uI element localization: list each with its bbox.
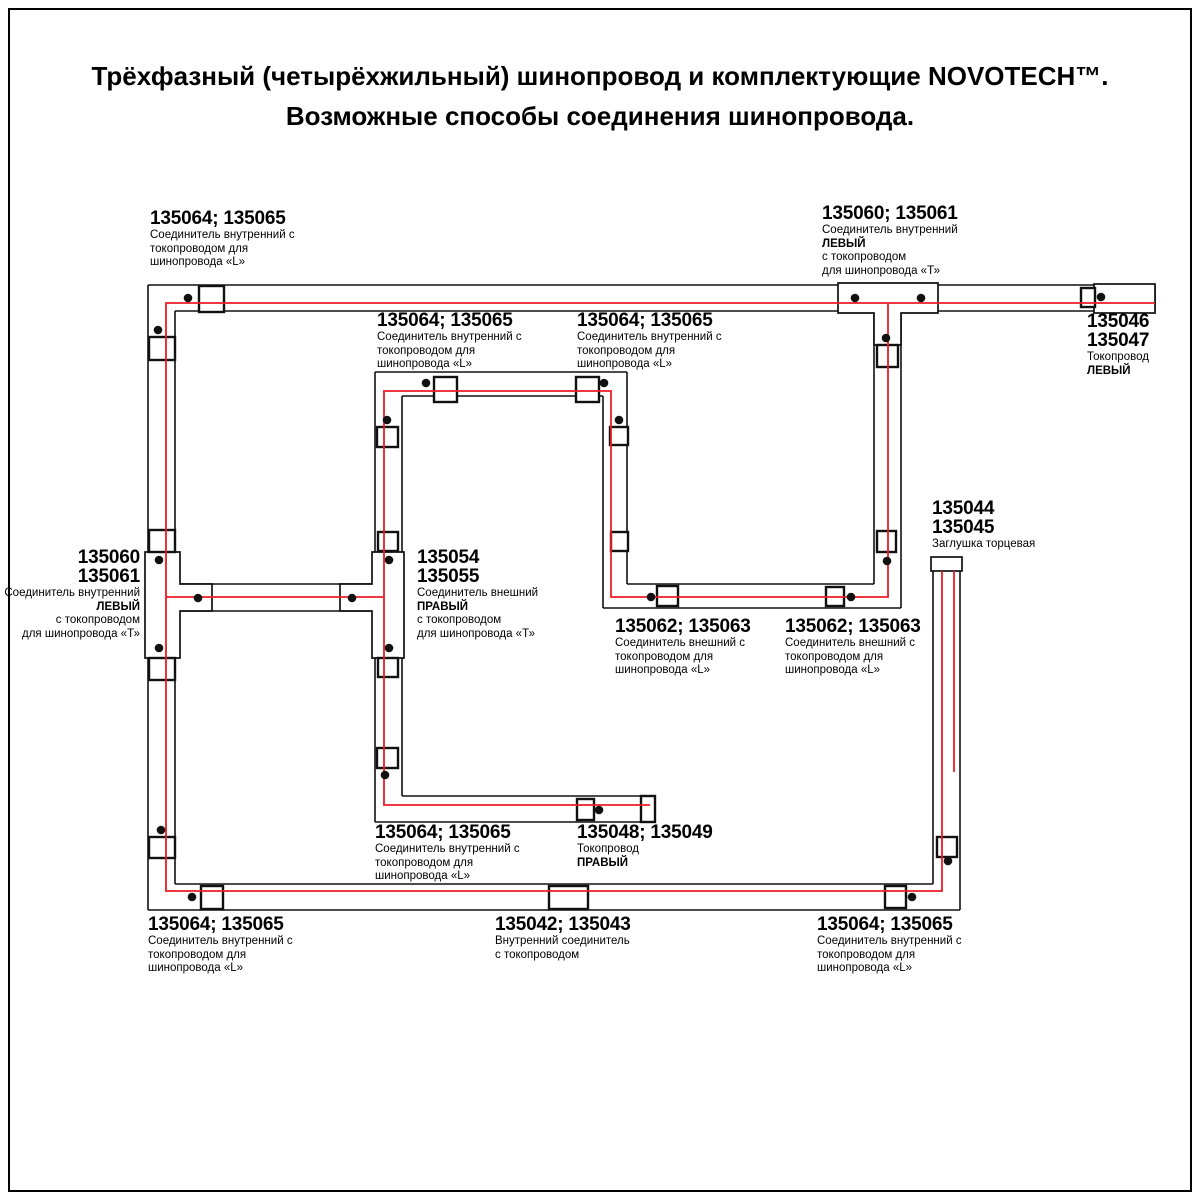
part-desc-line: Соединитель внутренний с <box>375 843 520 855</box>
part-desc-line: для шинопровода «Т» <box>22 627 140 640</box>
part-desc-line: Соединитель внутренний с <box>377 331 522 343</box>
part-desc-line: Соединитель внутренний <box>822 224 958 236</box>
part-label-135064-135065-bottom-mid <box>375 824 520 884</box>
part-desc-line: ПРАВЫЙ <box>577 856 629 869</box>
part-desc-line: шинопровода «L» <box>577 358 673 370</box>
part-desc-line: Токопровод <box>577 843 639 855</box>
part-desc-line: Соединитель внутренний с <box>148 935 293 947</box>
part-number: 135046 <box>1087 311 1150 332</box>
part-number: 135062; 135063 <box>785 616 921 637</box>
part-number: 135055 <box>417 566 480 587</box>
part-label-135060-135061-top <box>822 205 958 278</box>
part-desc-line: Соединитель внутренний с <box>577 331 722 343</box>
part-label-135046-135047 <box>1087 313 1149 378</box>
part-number: 135044 <box>932 498 995 519</box>
part-desc-line: Соединитель внутренний <box>4 587 140 599</box>
part-desc-line: ЛЕВЫЙ <box>822 237 866 250</box>
part-desc-line: Заглушка торцевая <box>932 538 1036 550</box>
part-desc-line: Соединитель внутренний с <box>150 229 295 241</box>
part-desc-line: Токопровод <box>1087 351 1149 363</box>
part-desc-line: токопроводом для <box>375 856 474 869</box>
part-number: 135064; 135065 <box>817 914 953 935</box>
part-desc-line: шинопровода «L» <box>377 358 473 370</box>
part-number: 135060; 135061 <box>822 203 958 224</box>
part-number: 135048; 135049 <box>577 822 713 843</box>
part-number: 135064; 135065 <box>377 310 513 331</box>
part-desc-line: шинопровода «L» <box>150 256 246 268</box>
part-desc-line: Соединитель внутренний с <box>817 935 962 947</box>
part-number: 135061 <box>77 566 140 587</box>
part-label-135048-135049 <box>577 824 713 870</box>
part-desc-line: токопроводом для <box>150 242 249 255</box>
part-desc-line: токопроводом для <box>577 344 676 357</box>
part-desc-line: с токопроводом <box>55 614 140 626</box>
part-number: 135064; 135065 <box>375 822 511 843</box>
part-desc-line: токопроводом для <box>817 948 916 961</box>
part-desc-line: с токопроводом <box>822 251 907 263</box>
part-desc-line: шинопровода «L» <box>817 962 913 974</box>
part-desc-line: ЛЕВЫЙ <box>96 600 140 613</box>
part-number: 135045 <box>932 517 995 538</box>
part-number: 135064; 135065 <box>148 914 284 935</box>
part-label-135064-135065-bottom-right <box>817 916 962 976</box>
part-number: 135042; 135043 <box>495 914 631 935</box>
part-number: 135064; 135065 <box>150 208 286 229</box>
part-label-135064-135065-top-left <box>150 210 295 270</box>
part-label-135054-135055 <box>417 549 538 641</box>
part-desc-line: шинопровода «L» <box>615 664 711 676</box>
part-desc-line: шинопровода «L» <box>785 664 881 676</box>
part-desc-line: токопроводом для <box>785 650 884 663</box>
part-label-135044-135045 <box>932 500 1035 552</box>
part-number: 135060 <box>77 547 140 568</box>
part-label-135064-135065-inner-left <box>377 312 522 372</box>
part-desc-line: ЛЕВЫЙ <box>1087 364 1131 377</box>
part-desc-line: для шинопровода «Т» <box>822 264 940 277</box>
part-number: 135054 <box>417 547 480 568</box>
part-desc-line: шинопровода «L» <box>148 962 244 974</box>
part-number: 135064; 135065 <box>577 310 713 331</box>
part-label-135062-135063-left <box>615 618 751 678</box>
part-number: 135062; 135063 <box>615 616 751 637</box>
part-desc-line: Внутренний соединитель <box>495 935 630 947</box>
part-number: 135047 <box>1087 330 1150 351</box>
part-label-135060-135061-left <box>4 549 140 641</box>
part-desc-line: Соединитель внешний с <box>615 637 746 649</box>
part-desc-line: ПРАВЫЙ <box>417 600 469 613</box>
part-desc-line: для шинопровода «Т» <box>417 627 535 640</box>
title-line-2: Возможные способы соединения шинопровода. <box>285 101 915 131</box>
part-desc-line: токопроводом для <box>148 948 247 961</box>
part-desc-line: токопроводом для <box>615 650 714 663</box>
part-label-135062-135063-right <box>785 618 921 678</box>
title-line-1: Трёхфазный (четырёхжильный) шинопровод и комплектующие NOVOTECH™. <box>91 61 1109 91</box>
part-label-135064-135065-inner-right <box>577 312 722 372</box>
part-desc-line: Соединитель внешний с <box>785 637 916 649</box>
part-desc-line: шинопровода «L» <box>375 870 471 882</box>
part-desc-line: с токопроводом <box>495 948 580 961</box>
part-desc-line: с токопроводом <box>417 614 502 626</box>
part-label-135042-135043 <box>495 916 631 962</box>
part-desc-line: токопроводом для <box>377 344 476 357</box>
part-label-135064-135065-bottom-left <box>148 916 293 976</box>
part-desc-line: Соединитель внешний <box>417 587 539 599</box>
